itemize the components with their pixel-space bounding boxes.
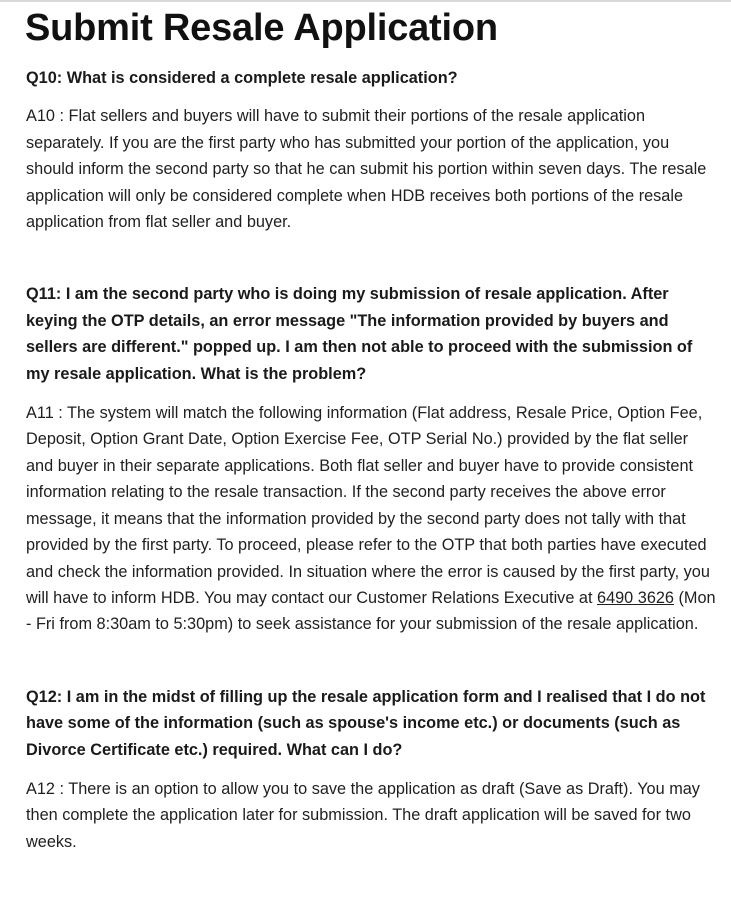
- phone-number-link[interactable]: 6490 3626: [597, 588, 674, 607]
- faq-question: Q12: I am in the midst of filling up the resale application form and I realised that I do not have some of the information (such as spouse's income etc.) or documents (such as Divorce Certificate etc.) required. What can I do?: [26, 687, 706, 759]
- faq-answer-text: (Mon - Fri from 8:30am to 5:30pm) to seek assistance for your submission of the resale application.: [26, 588, 716, 634]
- faq-answer: [26, 400, 716, 638]
- faq-answer-text: A11 : The system will match the following information (Flat address, Resale Price, Option Fee, Deposit, Option Grant Date, Option Exercise Fee, OTP Serial No.) provided by the flat seller and buyer in their separate applications. Both flat seller and buyer have to provide consistent information relating to the resale transaction. If the second party receives the above error message, it means that the information provided by the second party does not tally with that provided by the first party. To proceed, please refer to the OTP that both parties have executed and check the information provided. In situation where the error is caused by the first party, you will have to inform HDB. You may contact our Customer Relations Executive at: [26, 404, 710, 607]
- faq-item-q11: [26, 281, 716, 637]
- page-title: Submit Resale Application: [25, 7, 498, 49]
- faq-page: [26, 0, 716, 855]
- faq-question: Q11: I am the second party who is doing my submission of resale application. After keying the OTP details, an error message "The information provided by buyers and sellers are different." popped up. I am then not able to proceed with the submission of my resale application. What is the problem?: [26, 285, 693, 383]
- faq-question: Q10: What is considered a complete resale application?: [26, 69, 458, 87]
- faq-answer: A10 : Flat sellers and buyers will have to submit their portions of the resale application separately. If you are the first party who has submitted your portion of the application, you should inform the second party so that he can submit his portion within seven days. The resale application will only be considered complete when HDB receives both portions of the resale application from flat seller and buyer.: [26, 107, 707, 232]
- faq-item-q10: [26, 65, 716, 235]
- faq-answer: A12 : There is an option to allow you to save the application as draft (Save as Draft). You may then complete the application later for submission. The draft application will be saved for two weeks.: [26, 779, 700, 851]
- faq-item-q12: [26, 684, 716, 855]
